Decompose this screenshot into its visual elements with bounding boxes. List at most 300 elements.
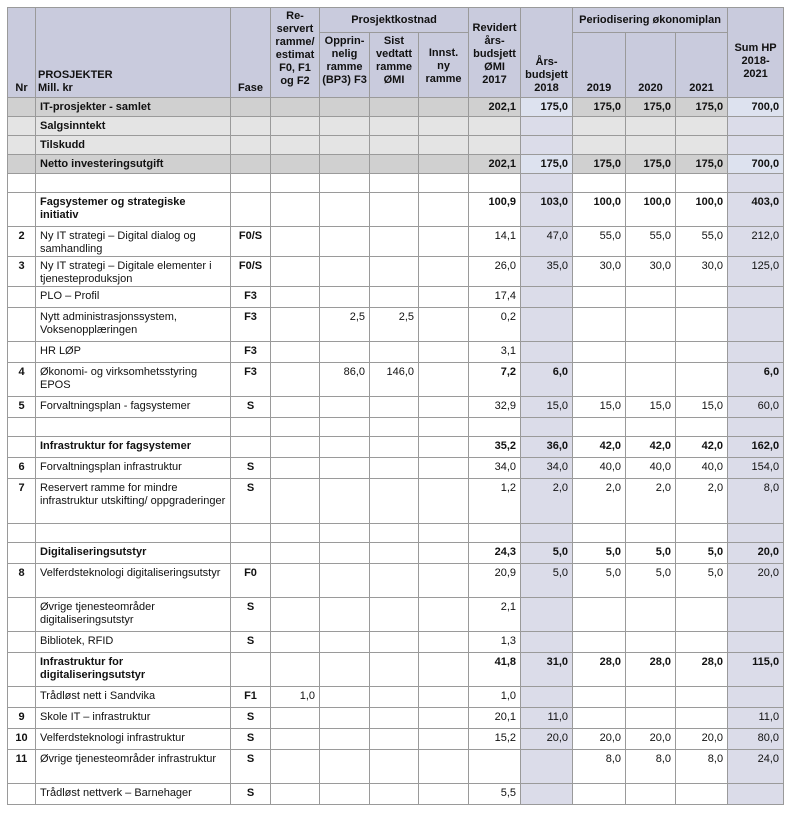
- row-sum: 11,0: [728, 708, 784, 729]
- row-sum: [728, 287, 784, 308]
- row-revidert: 3,1: [469, 342, 521, 363]
- row-2021: [676, 287, 728, 308]
- row-nr: 2: [8, 227, 36, 257]
- row-sum: 125,0: [728, 257, 784, 287]
- row-2021: 175,0: [676, 155, 728, 174]
- row-2021: 5,0: [676, 543, 728, 564]
- table-row: [8, 287, 784, 308]
- row-nr: [8, 524, 36, 543]
- row-2019: [573, 287, 626, 308]
- investment-table: [7, 7, 784, 805]
- row-nr: 4: [8, 363, 36, 397]
- row-opprinnelig: [320, 543, 370, 564]
- row-2021: [676, 308, 728, 342]
- row-reservert: [271, 136, 320, 155]
- row-reservert: [271, 257, 320, 287]
- row-nr: [8, 653, 36, 687]
- row-2020: [626, 117, 676, 136]
- row-sum: 20,0: [728, 543, 784, 564]
- row-2020: [626, 308, 676, 342]
- table-row: [8, 117, 784, 136]
- row-sum: 154,0: [728, 458, 784, 479]
- row-innst: [419, 418, 469, 437]
- row-sist-vedtatt: 2,5: [370, 308, 419, 342]
- row-nr: 6: [8, 458, 36, 479]
- row-revidert: 202,1: [469, 98, 521, 117]
- table-row: [8, 363, 784, 397]
- row-fase: S: [231, 750, 271, 784]
- row-2020: 100,0: [626, 193, 676, 227]
- row-name: Fagsystemer og strategiske initiativ: [36, 193, 231, 227]
- header-sist-vedtatt: Sist vedtatt ramme ØMI: [370, 33, 419, 98]
- row-reservert: [271, 193, 320, 227]
- row-fase: S: [231, 458, 271, 479]
- row-opprinnelig: [320, 257, 370, 287]
- row-fase: S: [231, 479, 271, 524]
- row-2019: 8,0: [573, 750, 626, 784]
- row-revidert: 26,0: [469, 257, 521, 287]
- row-innst: [419, 227, 469, 257]
- row-name: Øvrige tjenesteområder infrastruktur: [36, 750, 231, 784]
- header-reservert: Re-servert ramme/ estimat F0, F1 og F2: [271, 8, 320, 98]
- row-fase: F1: [231, 687, 271, 708]
- row-arsbudsjett: 6,0: [521, 363, 573, 397]
- row-name: Reservert ramme for mindre infrastruktur utskifting/ oppgraderinger: [36, 479, 231, 524]
- row-arsbudsjett: 36,0: [521, 437, 573, 458]
- row-revidert: 20,1: [469, 708, 521, 729]
- table-row: [8, 598, 784, 632]
- row-sist-vedtatt: [370, 257, 419, 287]
- row-nr: [8, 784, 36, 805]
- row-2019: 30,0: [573, 257, 626, 287]
- row-nr: [8, 598, 36, 632]
- row-reservert: [271, 708, 320, 729]
- row-sum: [728, 687, 784, 708]
- row-fase: S: [231, 729, 271, 750]
- row-2019: [573, 117, 626, 136]
- row-innst: [419, 784, 469, 805]
- table-row: [8, 227, 784, 257]
- row-nr: [8, 342, 36, 363]
- header-arsbudsjett: Års-budsjett 2018: [521, 8, 573, 98]
- row-innst: [419, 729, 469, 750]
- row-nr: [8, 418, 36, 437]
- row-2020: 5,0: [626, 543, 676, 564]
- row-2019: [573, 524, 626, 543]
- row-2020: [626, 287, 676, 308]
- row-2020: 20,0: [626, 729, 676, 750]
- row-sist-vedtatt: [370, 227, 419, 257]
- row-sum: 162,0: [728, 437, 784, 458]
- row-2020: 30,0: [626, 257, 676, 287]
- row-2020: [626, 342, 676, 363]
- row-arsbudsjett: 20,0: [521, 729, 573, 750]
- header-prosjektkostnad: Prosjektkostnad: [320, 8, 469, 33]
- row-revidert: 34,0: [469, 458, 521, 479]
- row-innst: [419, 543, 469, 564]
- row-2021: [676, 687, 728, 708]
- row-sum: 115,0: [728, 653, 784, 687]
- row-sist-vedtatt: [370, 632, 419, 653]
- row-2020: [626, 174, 676, 193]
- row-opprinnelig: [320, 193, 370, 227]
- header-sum: Sum HP 2018-2021: [728, 8, 784, 98]
- row-nr: [8, 117, 36, 136]
- row-name: Nytt administrasjonssystem, Voksenopplæringen: [36, 308, 231, 342]
- row-revidert: 15,2: [469, 729, 521, 750]
- row-opprinnelig: [320, 136, 370, 155]
- row-revidert: 14,1: [469, 227, 521, 257]
- row-2019: 100,0: [573, 193, 626, 227]
- row-2021: [676, 117, 728, 136]
- row-name: Tilskudd: [36, 136, 231, 155]
- row-arsbudsjett: 2,0: [521, 479, 573, 524]
- row-2021: 42,0: [676, 437, 728, 458]
- header-2021: 2021: [676, 33, 728, 98]
- row-innst: [419, 524, 469, 543]
- row-sist-vedtatt: [370, 174, 419, 193]
- row-name: Øvrige tjenesteområder digitaliseringsutstyr: [36, 598, 231, 632]
- row-reservert: [271, 117, 320, 136]
- table-row: [8, 729, 784, 750]
- row-arsbudsjett: [521, 136, 573, 155]
- table-row: [8, 458, 784, 479]
- row-fase: [231, 117, 271, 136]
- row-arsbudsjett: [521, 687, 573, 708]
- row-innst: [419, 708, 469, 729]
- row-arsbudsjett: [521, 632, 573, 653]
- row-nr: [8, 632, 36, 653]
- row-opprinnelig: [320, 418, 370, 437]
- row-reservert: [271, 98, 320, 117]
- row-name: Infrastruktur for digitaliseringsutstyr: [36, 653, 231, 687]
- row-name: Økonomi- og virksomhetsstyring EPOS: [36, 363, 231, 397]
- row-name: Skole IT – infrastruktur: [36, 708, 231, 729]
- row-revidert: [469, 136, 521, 155]
- header-mill-kr: Mill. kr: [38, 82, 73, 94]
- row-reservert: [271, 479, 320, 524]
- row-arsbudsjett: 35,0: [521, 257, 573, 287]
- row-revidert: 17,4: [469, 287, 521, 308]
- row-innst: [419, 458, 469, 479]
- row-arsbudsjett: 175,0: [521, 98, 573, 117]
- header-prosjekter: [36, 8, 231, 98]
- row-revidert: 100,9: [469, 193, 521, 227]
- row-reservert: [271, 524, 320, 543]
- row-arsbudsjett: [521, 308, 573, 342]
- row-sist-vedtatt: [370, 437, 419, 458]
- row-2020: [626, 418, 676, 437]
- row-2019: 42,0: [573, 437, 626, 458]
- row-reservert: [271, 458, 320, 479]
- row-innst: [419, 308, 469, 342]
- row-2019: 5,0: [573, 564, 626, 598]
- row-2020: [626, 632, 676, 653]
- row-arsbudsjett: 15,0: [521, 397, 573, 418]
- row-arsbudsjett: [521, 117, 573, 136]
- row-sist-vedtatt: [370, 342, 419, 363]
- row-fase: [231, 524, 271, 543]
- row-arsbudsjett: [521, 524, 573, 543]
- row-2020: 42,0: [626, 437, 676, 458]
- row-nr: [8, 687, 36, 708]
- row-opprinnelig: [320, 653, 370, 687]
- table-body: [8, 98, 784, 805]
- row-2019: [573, 418, 626, 437]
- row-2019: [573, 632, 626, 653]
- row-2020: [626, 784, 676, 805]
- row-opprinnelig: [320, 729, 370, 750]
- row-arsbudsjett: [521, 342, 573, 363]
- row-sist-vedtatt: [370, 193, 419, 227]
- row-revidert: 7,2: [469, 363, 521, 397]
- row-sist-vedtatt: [370, 653, 419, 687]
- row-name: Infrastruktur for fagsystemer: [36, 437, 231, 458]
- row-2019: [573, 708, 626, 729]
- row-2019: 175,0: [573, 98, 626, 117]
- header-prosjekter-title: PROSJEKTER: [38, 69, 113, 81]
- table-row: [8, 653, 784, 687]
- row-arsbudsjett: [521, 598, 573, 632]
- row-name: Bibliotek, RFID: [36, 632, 231, 653]
- row-opprinnelig: 2,5: [320, 308, 370, 342]
- row-sist-vedtatt: [370, 98, 419, 117]
- row-fase: F3: [231, 308, 271, 342]
- row-nr: [8, 437, 36, 458]
- table-row: [8, 784, 784, 805]
- row-nr: [8, 287, 36, 308]
- row-nr: [8, 193, 36, 227]
- row-reservert: [271, 729, 320, 750]
- row-sist-vedtatt: [370, 524, 419, 543]
- row-innst: [419, 257, 469, 287]
- table-row: [8, 524, 784, 543]
- row-innst: [419, 136, 469, 155]
- row-2021: 30,0: [676, 257, 728, 287]
- row-2019: 40,0: [573, 458, 626, 479]
- row-fase: F3: [231, 363, 271, 397]
- row-nr: 3: [8, 257, 36, 287]
- row-revidert: [469, 174, 521, 193]
- row-reservert: [271, 418, 320, 437]
- row-fase: [231, 543, 271, 564]
- table-row: [8, 342, 784, 363]
- row-name: [36, 174, 231, 193]
- row-2020: 55,0: [626, 227, 676, 257]
- row-arsbudsjett: 5,0: [521, 564, 573, 598]
- row-opprinnelig: [320, 287, 370, 308]
- row-reservert: [271, 397, 320, 418]
- table-row: [8, 136, 784, 155]
- row-sist-vedtatt: [370, 458, 419, 479]
- row-2019: [573, 174, 626, 193]
- row-sum: 8,0: [728, 479, 784, 524]
- row-opprinnelig: [320, 458, 370, 479]
- table-row: [8, 708, 784, 729]
- row-fase: F0/S: [231, 227, 271, 257]
- table-row: [8, 437, 784, 458]
- row-sum: [728, 524, 784, 543]
- row-opprinnelig: [320, 784, 370, 805]
- row-revidert: [469, 750, 521, 784]
- table-row: [8, 564, 784, 598]
- row-2020: 2,0: [626, 479, 676, 524]
- row-2020: [626, 687, 676, 708]
- row-fase: S: [231, 598, 271, 632]
- row-opprinnelig: [320, 479, 370, 524]
- row-innst: [419, 632, 469, 653]
- row-fase: S: [231, 632, 271, 653]
- row-sist-vedtatt: [370, 598, 419, 632]
- table-row: [8, 174, 784, 193]
- row-reservert: [271, 437, 320, 458]
- row-opprinnelig: [320, 750, 370, 784]
- row-reservert: [271, 227, 320, 257]
- row-fase: S: [231, 784, 271, 805]
- row-opprinnelig: [320, 708, 370, 729]
- table-row: [8, 479, 784, 524]
- header-2019: 2019: [573, 33, 626, 98]
- row-arsbudsjett: [521, 750, 573, 784]
- row-arsbudsjett: 11,0: [521, 708, 573, 729]
- row-sum: [728, 598, 784, 632]
- row-name: [36, 524, 231, 543]
- row-2021: [676, 524, 728, 543]
- row-name: Trådløst nett i Sandvika: [36, 687, 231, 708]
- row-opprinnelig: [320, 342, 370, 363]
- row-name: [36, 418, 231, 437]
- table-row: [8, 397, 784, 418]
- row-2021: 28,0: [676, 653, 728, 687]
- table-row: [8, 155, 784, 174]
- row-arsbudsjett: [521, 418, 573, 437]
- row-reservert: [271, 598, 320, 632]
- row-opprinnelig: [320, 98, 370, 117]
- row-innst: [419, 653, 469, 687]
- row-2021: [676, 708, 728, 729]
- row-opprinnelig: [320, 117, 370, 136]
- row-arsbudsjett: 175,0: [521, 155, 573, 174]
- row-reservert: [271, 308, 320, 342]
- row-2019: 28,0: [573, 653, 626, 687]
- header-fase: Fase: [231, 8, 271, 98]
- row-nr: [8, 308, 36, 342]
- row-name: HR LØP: [36, 342, 231, 363]
- row-opprinnelig: [320, 564, 370, 598]
- row-sum: 700,0: [728, 155, 784, 174]
- row-fase: S: [231, 397, 271, 418]
- row-fase: S: [231, 708, 271, 729]
- row-arsbudsjett: 47,0: [521, 227, 573, 257]
- row-arsbudsjett: 103,0: [521, 193, 573, 227]
- row-2019: 2,0: [573, 479, 626, 524]
- row-2020: 28,0: [626, 653, 676, 687]
- row-name: Ny IT strategi – Digital dialog og samhandling: [36, 227, 231, 257]
- row-fase: [231, 174, 271, 193]
- row-fase: F0/S: [231, 257, 271, 287]
- row-2021: [676, 598, 728, 632]
- row-2021: 5,0: [676, 564, 728, 598]
- row-2019: [573, 342, 626, 363]
- row-sist-vedtatt: [370, 136, 419, 155]
- row-name: Velferdsteknologi infrastruktur: [36, 729, 231, 750]
- row-sist-vedtatt: [370, 418, 419, 437]
- row-sum: 24,0: [728, 750, 784, 784]
- row-2020: [626, 136, 676, 155]
- row-fase: [231, 418, 271, 437]
- row-sist-vedtatt: [370, 750, 419, 784]
- table-row: [8, 543, 784, 564]
- row-nr: 11: [8, 750, 36, 784]
- row-nr: [8, 543, 36, 564]
- row-nr: 5: [8, 397, 36, 418]
- row-opprinnelig: [320, 524, 370, 543]
- row-reservert: [271, 750, 320, 784]
- row-revidert: 24,3: [469, 543, 521, 564]
- row-sist-vedtatt: [370, 729, 419, 750]
- row-sist-vedtatt: [370, 564, 419, 598]
- row-2019: 5,0: [573, 543, 626, 564]
- row-2020: [626, 363, 676, 397]
- row-sum: [728, 418, 784, 437]
- row-nr: 10: [8, 729, 36, 750]
- header-nr: Nr: [8, 8, 36, 98]
- header-periodisering: Periodisering økonomiplan: [573, 8, 728, 33]
- row-2020: [626, 524, 676, 543]
- row-innst: [419, 193, 469, 227]
- row-reservert: [271, 632, 320, 653]
- row-name: PLO – Profil: [36, 287, 231, 308]
- row-name: Forvaltningsplan - fagsystemer: [36, 397, 231, 418]
- row-fase: [231, 193, 271, 227]
- row-reservert: [271, 363, 320, 397]
- row-2019: 175,0: [573, 155, 626, 174]
- row-sum: 20,0: [728, 564, 784, 598]
- row-2020: 175,0: [626, 98, 676, 117]
- row-revidert: 35,2: [469, 437, 521, 458]
- row-fase: [231, 653, 271, 687]
- row-reservert: [271, 287, 320, 308]
- row-innst: [419, 174, 469, 193]
- row-2019: [573, 687, 626, 708]
- row-sum: [728, 342, 784, 363]
- row-innst: [419, 98, 469, 117]
- row-revidert: 20,9: [469, 564, 521, 598]
- row-opprinnelig: [320, 174, 370, 193]
- row-name: Ny IT strategi – Digitale elementer i tjenesteproduksjon: [36, 257, 231, 287]
- row-2019: [573, 784, 626, 805]
- row-revidert: 0,2: [469, 308, 521, 342]
- row-opprinnelig: [320, 687, 370, 708]
- row-2019: [573, 363, 626, 397]
- row-2019: 55,0: [573, 227, 626, 257]
- row-revidert: [469, 524, 521, 543]
- row-2021: 55,0: [676, 227, 728, 257]
- row-innst: [419, 479, 469, 524]
- row-sum: 403,0: [728, 193, 784, 227]
- row-sum: [728, 136, 784, 155]
- row-name: Velferdsteknologi digitaliseringsutstyr: [36, 564, 231, 598]
- row-sum: 212,0: [728, 227, 784, 257]
- table-row: [8, 687, 784, 708]
- row-2019: [573, 308, 626, 342]
- row-innst: [419, 750, 469, 784]
- row-2021: 175,0: [676, 98, 728, 117]
- row-reservert: [271, 564, 320, 598]
- row-name: Netto investeringsutgift: [36, 155, 231, 174]
- row-revidert: 1,2: [469, 479, 521, 524]
- row-nr: 8: [8, 564, 36, 598]
